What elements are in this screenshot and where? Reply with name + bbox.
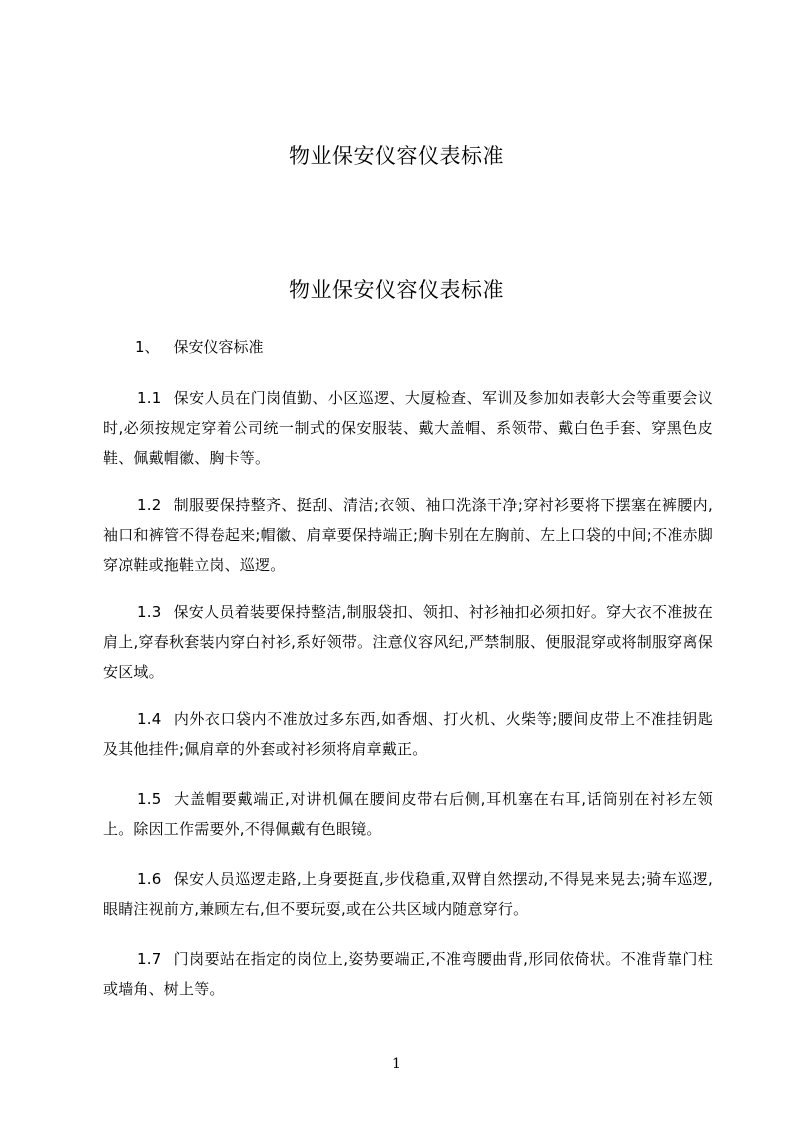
clause-number: 1.3: [137, 603, 162, 621]
clause-number: 1.7: [137, 950, 162, 968]
cover-title: 物业保安仪容仪表标准: [289, 144, 504, 168]
page-number: 1: [392, 1056, 401, 1072]
clause-text: 保安人员在门岗值勤、小区巡逻、大厦检查、军训及参加如表彰大会等重要会议时,必须按规定穿着公司统一制式的保安服装、戴大盖帽、系领带、戴白色手套、穿黑色皮鞋、佩戴帽徽、胸卡等。: [103, 389, 713, 467]
clause-number: 1.4: [137, 710, 162, 728]
clause-text: 保安人员巡逻走路,上身要挺直,步伐稳重,双臂自然摆动,不得晃来晃去;骑车巡逻,眼睛注视前方,兼顾左右,但不要玩耍,或在公共区域内随意穿行。: [103, 870, 713, 918]
clause-number: 1.2: [137, 496, 162, 514]
section-heading-text: 保安仪容标准: [173, 338, 264, 356]
section-heading: [135, 336, 264, 358]
clause-1-5: [103, 784, 713, 844]
clause-1-1: [103, 383, 713, 473]
clause-number: 1.6: [137, 870, 162, 888]
clause-1-4: [103, 704, 713, 764]
clause-1-7: [103, 944, 713, 1004]
clause-number: 1.1: [137, 389, 162, 407]
document-title: 物业保安仪容仪表标准: [289, 278, 504, 302]
clause-text: 内外衣口袋内不准放过多东西,如香烟、打火机、火柴等;腰间皮带上不准挂钥匙及其他挂件;佩肩章的外套或衬衫须将肩章戴正。: [103, 710, 713, 758]
clause-1-6: [103, 864, 713, 924]
clause-text: 保安人员着装要保持整洁,制服袋扣、领扣、衬衫袖扣必须扣好。穿大衣不准披在肩上,穿春秋套装内穿白衬衫,系好领带。注意仪容风纪,严禁制服、便服混穿或将制服穿离保安区域。: [103, 603, 713, 681]
clause-text: 门岗要站在指定的岗位上,姿势要端正,不准弯腰曲背,形同依倚状。不准背靠门柱或墙角、树上等。: [103, 950, 713, 998]
clause-text: 大盖帽要戴端正,对讲机佩在腰间皮带右后侧,耳机塞在右耳,话筒别在衬衫左领上。除因工作需要外,不得佩戴有色眼镜。: [103, 790, 713, 838]
clause-text: 制服要保持整齐、挺刮、清洁;衣领、袖口洗涤干净;穿衬衫要将下摆塞在裤腰内,袖口和裤管不得卷起来;帽徽、肩章要保持端正;胸卡别在左胸前、左上口袋的中间;不准赤脚穿凉鞋或拖鞋立岗、巡逻。: [103, 496, 713, 574]
clause-number: 1.5: [137, 790, 162, 808]
clause-1-3: [103, 597, 713, 687]
clause-1-2: [103, 490, 713, 580]
section-number: 1、: [135, 338, 160, 356]
